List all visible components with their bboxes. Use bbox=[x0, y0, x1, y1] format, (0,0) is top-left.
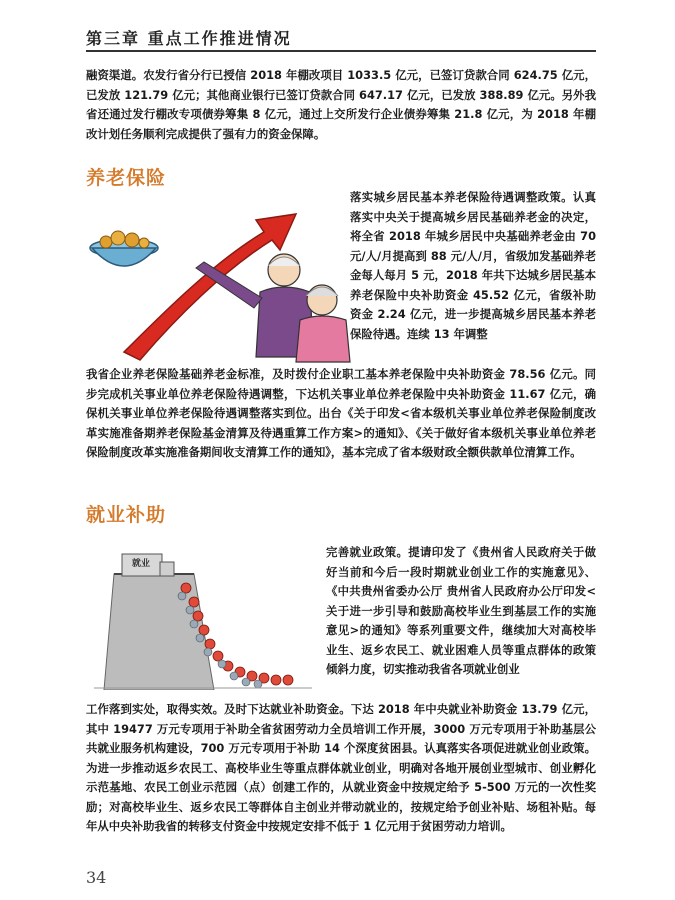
page-number: 34 bbox=[86, 868, 107, 887]
employment-text-below-image: 工作落到实处，取得实效。及时下达就业补助资金。下达 2018 年中央就业补助资金 13.79 亿元，其中 19477 万元专项用于补助全省贫困劳动力全员培训工作开展，3000 万元专项用于补助基层公共就业服务机构建设，700 万元专项用于补助 14 个深度贫困县。认真落实各项促进就业创业政策。为进一步推动返乡农民工、高校毕业生等重点群体就业创业，明确对各地开展创业型城市、创业孵化示范基地、农民工创业示范园（点）创建工作的，从就业资金中按规定给予 5-500 万元的一次性奖励；对高校毕业生、返乡农民工等群体自主创业并带动就业的，按规定给予创业补贴、场租补贴。每年从中央补助我省的转移支付资金中按规定安排不低于 1 亿元用于贫困劳动力培训。 bbox=[86, 702, 596, 833]
employment-sign-label: 就业 bbox=[132, 559, 151, 569]
employment-illustration bbox=[94, 544, 312, 690]
section-heading-employment: 就业补助 bbox=[86, 504, 167, 526]
pension-illustration bbox=[84, 192, 354, 367]
header-rule bbox=[86, 50, 596, 52]
pension-text-below-image: 我省企业养老保险基础养老金标准，及时拨付企业职工基本养老保险中央补助资金 78.56 亿元。同步完成机关事业单位养老保险待遇调整，下达机关事业单位养老保险中央补助资金 11.67 亿元，确保机关事业单位养老保险待遇调整落实到位。出台《关于印发<省本级机关事业单位养老保险制度改革实施准备期养老保险基金清算及待遇重算工作方案>的通知》、《关于做好省本级机关事业单位养老保险制度改革实施准备期间收支清算工作的通知》，基本完成了省本级财政全额供款单位清算工作。 bbox=[86, 367, 596, 459]
intro-paragraph: 融资渠道。农发行省分行已授信 2018 年棚改项目 1033.5 亿元，已签订贷款合同 624.75 亿元，已发放 121.79 亿元；其他商业银行已签订贷款合同 647.17 亿元，已发放 388.89 亿元。另外我省还通过发行棚改专项债券筹集 8 亿元，通过上交所发行企业债券筹集 21.8 亿元，为 2018 年棚改计划任务顺利完成提供了强有力的资金保障。 bbox=[86, 68, 596, 141]
employment-text-beside-image: 完善就业政策。提请印发了《贵州省人民政府关于做好当前和今后一段时期就业创业工作的实施意见》、《中共贵州省委办公厅 贵州省人民政府办公厅印发<关于进一步引导和鼓励高校毕业生到基层工作的实施意见>的通知》等系列重要文件，继续加大对高校毕业生、返乡农民工、就业困难人员等重点群体的政策倾斜力度，切实推动我省各项就业创业 bbox=[326, 545, 596, 676]
page-header bbox=[86, 26, 596, 49]
chapter-title: 第三章 重点工作推进情况 bbox=[86, 29, 292, 48]
section-heading-pension: 养老保险 bbox=[86, 167, 167, 189]
pension-text-beside-image: 落实城乡居民基本养老保险待遇调整政策。认真落实中央关于提高城乡居民基础养老金的决定，将全省 2018 年城乡居民中央基础养老金由 70 元/人/月提高到 88 元/人/月，省级加发基础养老金每人每月 5 元，2018 年共下达城乡居民基本养老保险中央补助资金 45.52 亿元，省级补助资金 2.24 亿元，进一步提高城乡居民基本养老保险待遇。连续 13 年调整 bbox=[350, 190, 596, 341]
